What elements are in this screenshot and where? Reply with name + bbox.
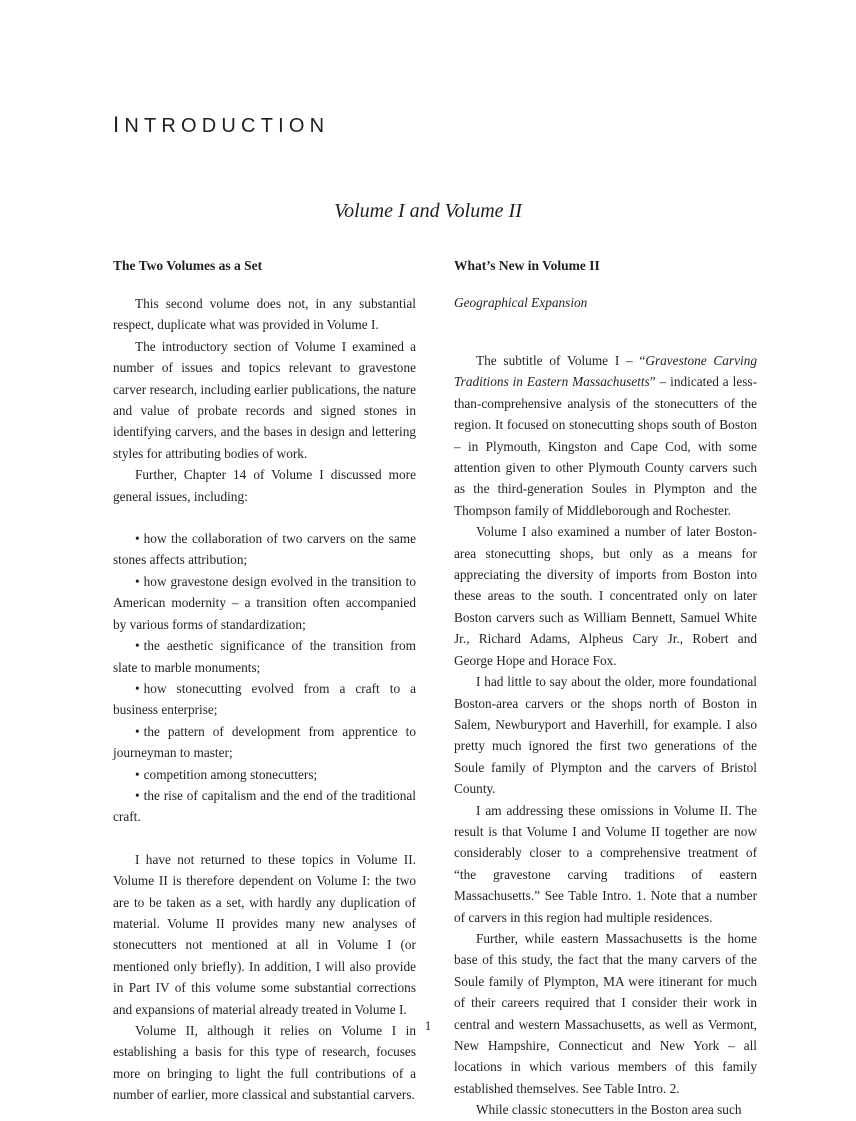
list-item-text: competition among stonecutters; — [143, 766, 318, 782]
paragraph: While classic stonecutters in the Boston area such — [476, 1102, 742, 1118]
list-item-text: the aesthetic significance of the transition from slate to marble monuments; — [113, 638, 416, 675]
paragraph: This second volume does not, in any substantial respect, duplicate what was provided in Volume I. — [113, 296, 416, 333]
list-item — [113, 678, 416, 721]
list-item — [113, 635, 416, 678]
topics-list — [113, 528, 416, 828]
chapter-title-initial: I — [113, 112, 125, 137]
bullet-icon: • — [135, 723, 140, 739]
subsection-heading: Geographical Expansion — [454, 295, 588, 310]
left-column — [113, 256, 416, 1106]
paragraph: I have not returned to these topics in Volume II. Volume II is therefore dependent on Volume I: the two are to be taken as a set, with hardly any duplication of material. Volume II provides many new analyses of stonecutters not mentioned at all in Volume I (or mentioned only briefly). In addition, I will also provide in Part IV of this volume some substantial corrections and expansions of material already treated in Volume I. — [113, 851, 416, 1017]
list-item-text: how the collaboration of two carvers on the same stones affects attribution; — [113, 531, 416, 568]
paragraph: The introductory section of Volume I examined a number of issues and topics relevant to gravestone carver research, including earlier publications, the nature and value of probate records and signed stones in identifying carvers, and the bases in design and lettering styles for attributing bodies of work. — [113, 338, 416, 461]
paragraph: I am addressing these omissions in Volume II. The result is that Volume I and Volume II together are now considerably closer to a comprehensive treatment of “the gravestone carving traditions of eastern Massachusetts.” See Table Intro. 1. Note that a number of carvers in this region had multiple residences. — [454, 802, 757, 925]
list-item-text: how stonecutting evolved from a craft to a business enterprise; — [113, 680, 416, 718]
bullet-icon: • — [135, 766, 140, 782]
bullet-icon: • — [135, 531, 140, 547]
list-item — [113, 571, 416, 635]
paragraph: Volume II, although it relies on Volume I in establishing a basis for this type of research, focuses more on bringing to light the full contributions of a number of earlier, more classical and substantial carvers. — [113, 1023, 416, 1103]
left-column-heading: The Two Volumes as a Set — [113, 258, 263, 273]
spacer — [454, 333, 757, 350]
list-item — [113, 721, 416, 764]
paragraph: Further, Chapter 14 of Volume I discussed more general issues, including: — [113, 467, 416, 504]
chapter-title — [113, 112, 329, 138]
paragraph: Volume I also examined a number of later Boston-area stonecutting shops, but only as a means for appreciating the diversity of imports from Boston into these areas to the south. I concentrated only on later Boston carvers such as William Bennett, Samuel White Jr., Richard Adams, Alpheus Cary Jr., Robert and George Hope and Horace Fox. — [454, 524, 757, 668]
chapter-title-rest: NTRODUCTION — [124, 115, 330, 137]
book-subtitle: Gravestone Carving Traditions in Eastern Massachusetts — [454, 353, 757, 390]
bullet-icon: • — [135, 787, 140, 803]
text-run: ” – indicated a less-than-comprehensive analysis of the stonecutters of the region. It focused on stonecutting shops south of Boston – in Plymouth, Kingston and Cape Cod, with some attention given to other Plymouth County carvers such as the third-generation Soules in Plympton and the Thompson family of Middleborough and Rochester. — [454, 374, 757, 518]
paragraph: I had little to say about the older, more foundational Boston-area carvers or the shops north of Boston in Salem, Newburyport and Haverhill, for example. I also pretty much ignored the first two generations of the Soule family of Plympton and the carvers of Bristol County. — [454, 674, 757, 797]
section-title: Volume I and Volume II — [334, 200, 522, 222]
bullet-icon: • — [135, 680, 140, 696]
list-item-text: how gravestone design evolved in the transition to American modernity – a transition often accompanied by various forms of standardization; — [113, 573, 416, 632]
text-run: The subtitle of Volume I – “ — [476, 353, 646, 368]
list-item — [113, 785, 416, 828]
paragraph — [454, 350, 757, 521]
right-column-heading: What’s New in Volume II — [454, 258, 600, 273]
bullet-icon: • — [135, 573, 140, 589]
page-number: 1 — [424, 1018, 432, 1033]
paragraph: Further, while eastern Massachusetts is the home base of this study, the fact that the many carvers of the Soule family of Plympton, MA were itinerant for much of their careers required that I consider their work in central and western Massachusetts, as well as Vermont, New Hampshire, Connecticut and New York – all locations in which various members of this family established themselves. See Table Intro. 2. — [454, 930, 757, 1096]
list-item — [113, 528, 416, 571]
list-item-text: the rise of capitalism and the end of the traditional craft. — [113, 787, 416, 825]
right-column — [454, 256, 757, 1121]
list-item — [113, 764, 416, 785]
bullet-icon: • — [135, 638, 140, 654]
list-item-text: the pattern of development from apprentice to journeyman to master; — [113, 723, 416, 761]
